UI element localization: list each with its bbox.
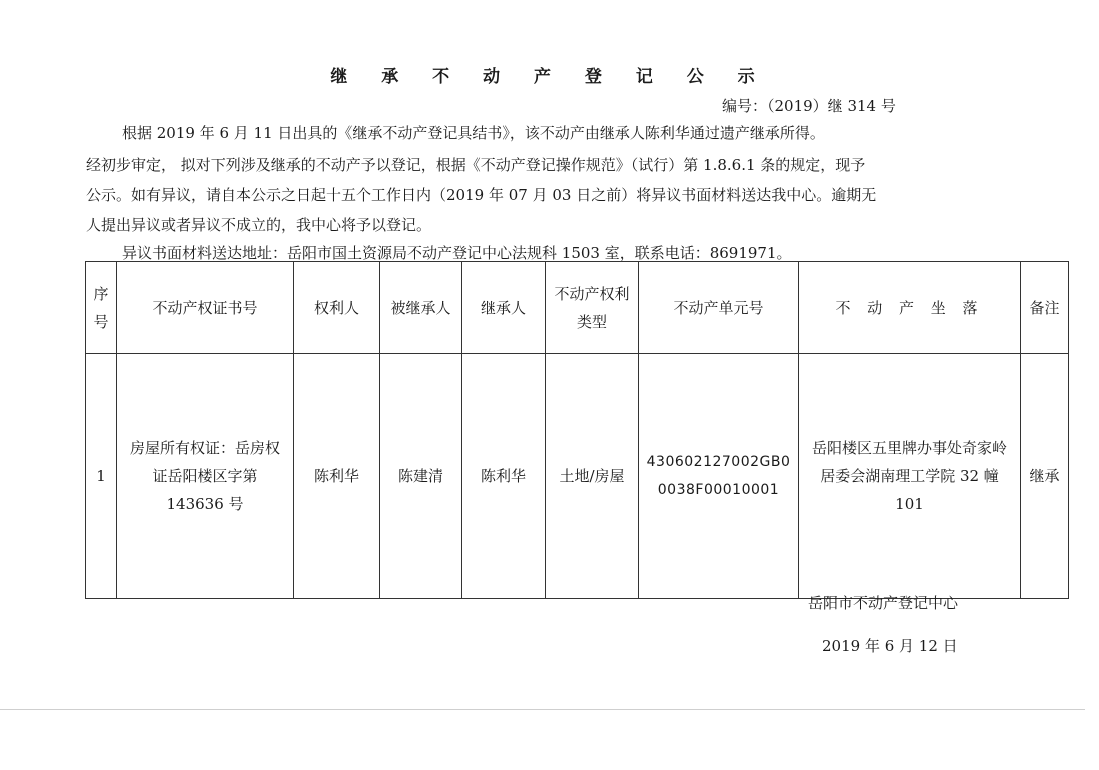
page-title: 继 承 不 动 产 登 记 公 示 (330, 67, 769, 87)
header-cert-number: 不动产权证书号 (117, 262, 294, 354)
document-number: 编号：（2019）继 314 号 (722, 97, 896, 115)
cell-remark: 继承 (1021, 354, 1069, 599)
table-header-row (86, 262, 1069, 354)
cell-unit-number: 430602127002GB00038F00010001 (639, 354, 799, 599)
header-deceased: 被继承人 (380, 262, 462, 354)
header-remark: 备注 (1021, 262, 1069, 354)
cell-cert-number: 房屋所有权证：岳房权证岳阳楼区字第 143636 号 (117, 354, 294, 599)
paragraph-review-line-1: 经初步审定， 拟对下列涉及继承的不动产予以登记，根据《不动产登记操作规范》（试行）第 1.8.6.1 条的规定，现予 (86, 156, 866, 174)
header-location: 不 动 产 坐 落 (799, 262, 1021, 354)
cell-deceased: 陈建清 (380, 354, 462, 599)
header-right-type: 不动产权利类型 (546, 262, 639, 354)
paragraph-review-line-2: 公示。如有异议，请自本公示之日起十五个工作日内（2019 年 07 月 03 日之前）将异议书面材料送达我中心。逾期无 (86, 186, 877, 204)
issue-date: 2019 年 6 月 12 日 (822, 637, 958, 655)
cell-location: 岳阳楼区五里牌办事处奇家岭居委会湖南理工学院 32 幢 101 (799, 354, 1021, 599)
page-divider (0, 709, 1085, 710)
issuing-organization: 岳阳市不动产登记中心 (808, 594, 959, 612)
paragraph-inheritance-basis: 根据 2019 年 6 月 11 日出具的《继承不动产登记具结书》，该不动产由继承人陈利华通过遗产继承所得。 (122, 124, 825, 142)
table-row (86, 354, 1069, 599)
paragraph-objection-address: 异议书面材料送达地址：岳阳市国土资源局不动产登记中心法规科 1503 室，联系电话：8691971。 (122, 244, 792, 262)
cell-right-type: 土地/房屋 (546, 354, 639, 599)
header-right-holder: 权利人 (294, 262, 380, 354)
cell-right-holder: 陈利华 (294, 354, 380, 599)
header-unit-number: 不动产单元号 (639, 262, 799, 354)
cell-heir: 陈利华 (462, 354, 546, 599)
cell-seq: 1 (86, 354, 117, 599)
header-heir: 继承人 (462, 262, 546, 354)
registration-table (85, 261, 1069, 599)
header-seq: 序号 (86, 262, 117, 354)
paragraph-review-line-3: 人提出异议或者异议不成立的，我中心将予以登记。 (86, 216, 432, 234)
